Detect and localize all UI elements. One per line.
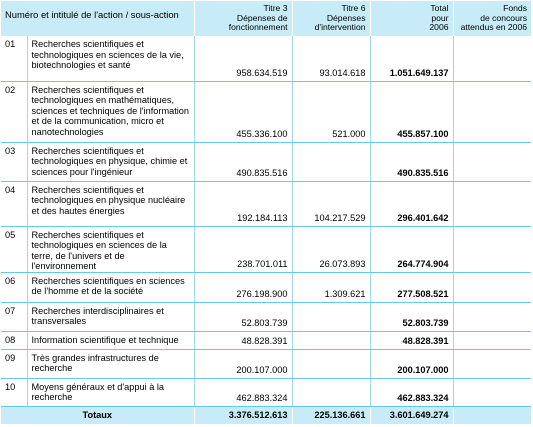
action-label: Recherches interdisciplinaires et transversales — [27, 302, 194, 331]
action-number: 03 — [1, 142, 27, 181]
action-label: Très grandes infrastructures de recherche — [27, 349, 194, 378]
action-label: Recherches scientifiques et technologiques en mathématiques, sciences et techniques de l'information et de la communication, micro et nanotechnologies — [27, 81, 194, 142]
table-row — [1, 36, 531, 81]
total-value: 200.107.000 — [370, 349, 453, 378]
table-row — [1, 226, 531, 272]
table-row — [1, 181, 531, 226]
action-number: 01 — [1, 36, 27, 81]
titre6-value: 93.014.618 — [292, 36, 370, 81]
header-fonds — [453, 1, 531, 36]
totals-titre3: 3.376.512.613 — [194, 406, 292, 424]
total-value: 455.857.100 — [370, 81, 453, 142]
fonds-value — [453, 81, 531, 142]
table-row — [1, 142, 531, 181]
total-value: 277.508.521 — [370, 272, 453, 302]
budget-table — [1, 1, 531, 424]
action-number: 04 — [1, 181, 27, 226]
header-titre3-line: fonctionnement — [228, 22, 288, 33]
action-number: 07 — [1, 302, 27, 331]
totals-label: Totaux — [1, 406, 194, 424]
fonds-value — [453, 302, 531, 331]
action-label: Moyens généraux et d'appui à la recherche — [27, 378, 194, 406]
titre3-value: 462.883.324 — [194, 378, 292, 406]
action-label: Information scientifique et technique — [27, 331, 194, 349]
totals-total: 3.601.649.274 — [370, 406, 453, 424]
fonds-value — [453, 272, 531, 302]
action-number: 02 — [1, 81, 27, 142]
action-label: Recherches scientifiques en sciences de l'homme et de la société — [27, 272, 194, 302]
total-value: 264.774.904 — [370, 226, 453, 272]
header-total — [370, 1, 453, 36]
header-titre3-line: Dépenses de — [236, 12, 288, 23]
titre6-value — [292, 142, 370, 181]
action-number: 08 — [1, 331, 27, 349]
titre3-value: 276.198.900 — [194, 272, 292, 302]
titre3-value: 238.701.011 — [194, 226, 292, 272]
titre6-value: 104.217.529 — [292, 181, 370, 226]
action-label: Recherches scientifiques et technologiques en physique nucléaire et des hautes énergies — [27, 181, 194, 226]
titre6-value — [292, 378, 370, 406]
totals-titre6: 225.136.661 — [292, 406, 370, 424]
action-label: Recherches scientifiques et technologiques en sciences de la terre, de l'univers et de l'environnement — [27, 226, 194, 272]
header-titre6-line: Dépenses — [326, 12, 366, 23]
titre6-value: 1.309.621 — [292, 272, 370, 302]
header-total-line: pour — [431, 12, 449, 23]
action-number: 09 — [1, 349, 27, 378]
total-value: 1.051.649.137 — [370, 36, 453, 81]
header-titre6-line: d'intervention — [314, 22, 366, 33]
titre3-value: 958.634.519 — [194, 36, 292, 81]
header-titre3-line: Titre 3 — [263, 3, 288, 13]
table-row — [1, 81, 531, 142]
header-total-line: Total — [430, 3, 449, 13]
titre6-value — [292, 349, 370, 378]
fonds-value — [453, 331, 531, 349]
total-value: 490.835.516 — [370, 142, 453, 181]
header-fonds-line: Fonds — [503, 3, 528, 13]
budget-table-container — [1, 1, 531, 426]
table-row — [1, 378, 531, 406]
table-row — [1, 349, 531, 378]
titre3-value: 48.828.391 — [194, 331, 292, 349]
action-label: Recherches scientifiques et technologiques en physique, chimie et sciences pour l'ingénieur — [27, 142, 194, 181]
fonds-value — [453, 36, 531, 81]
titre6-value — [292, 331, 370, 349]
header-titre6-line: Titre 6 — [341, 3, 366, 13]
totals-fonds — [453, 406, 531, 424]
total-value: 462.883.324 — [370, 378, 453, 406]
table-row — [1, 272, 531, 302]
total-value: 296.401.642 — [370, 181, 453, 226]
titre3-value: 192.184.113 — [194, 181, 292, 226]
fonds-value — [453, 181, 531, 226]
header-fonds-line: attendus en 2006 — [460, 22, 528, 33]
fonds-value — [453, 349, 531, 378]
header-row — [1, 1, 531, 36]
titre3-value: 52.803.739 — [194, 302, 292, 331]
fonds-value — [453, 142, 531, 181]
table-row — [1, 302, 531, 331]
header-action-label: Numéro et intitulé de l'action / sous-action — [1, 1, 194, 36]
fonds-value — [453, 378, 531, 406]
titre6-value — [292, 302, 370, 331]
totals-row — [1, 406, 531, 424]
action-number: 06 — [1, 272, 27, 302]
titre3-value: 200.107.000 — [194, 349, 292, 378]
titre3-value: 490.835.516 — [194, 142, 292, 181]
header-titre3 — [194, 1, 292, 36]
total-value: 48.828.391 — [370, 331, 453, 349]
total-value: 52.803.739 — [370, 302, 453, 331]
header-fonds-line: de concours — [480, 12, 528, 23]
header-total-line: 2006 — [429, 22, 449, 33]
titre6-value: 26.073.893 — [292, 226, 370, 272]
action-label: Recherches scientifiques et technologiques en sciences de la vie, biotechnologies et santé — [27, 36, 194, 81]
table-row — [1, 331, 531, 349]
action-number: 05 — [1, 226, 27, 272]
titre3-value: 455.336.100 — [194, 81, 292, 142]
titre6-value: 521.000 — [292, 81, 370, 142]
header-titre6 — [292, 1, 370, 36]
fonds-value — [453, 226, 531, 272]
action-number: 10 — [1, 378, 27, 406]
